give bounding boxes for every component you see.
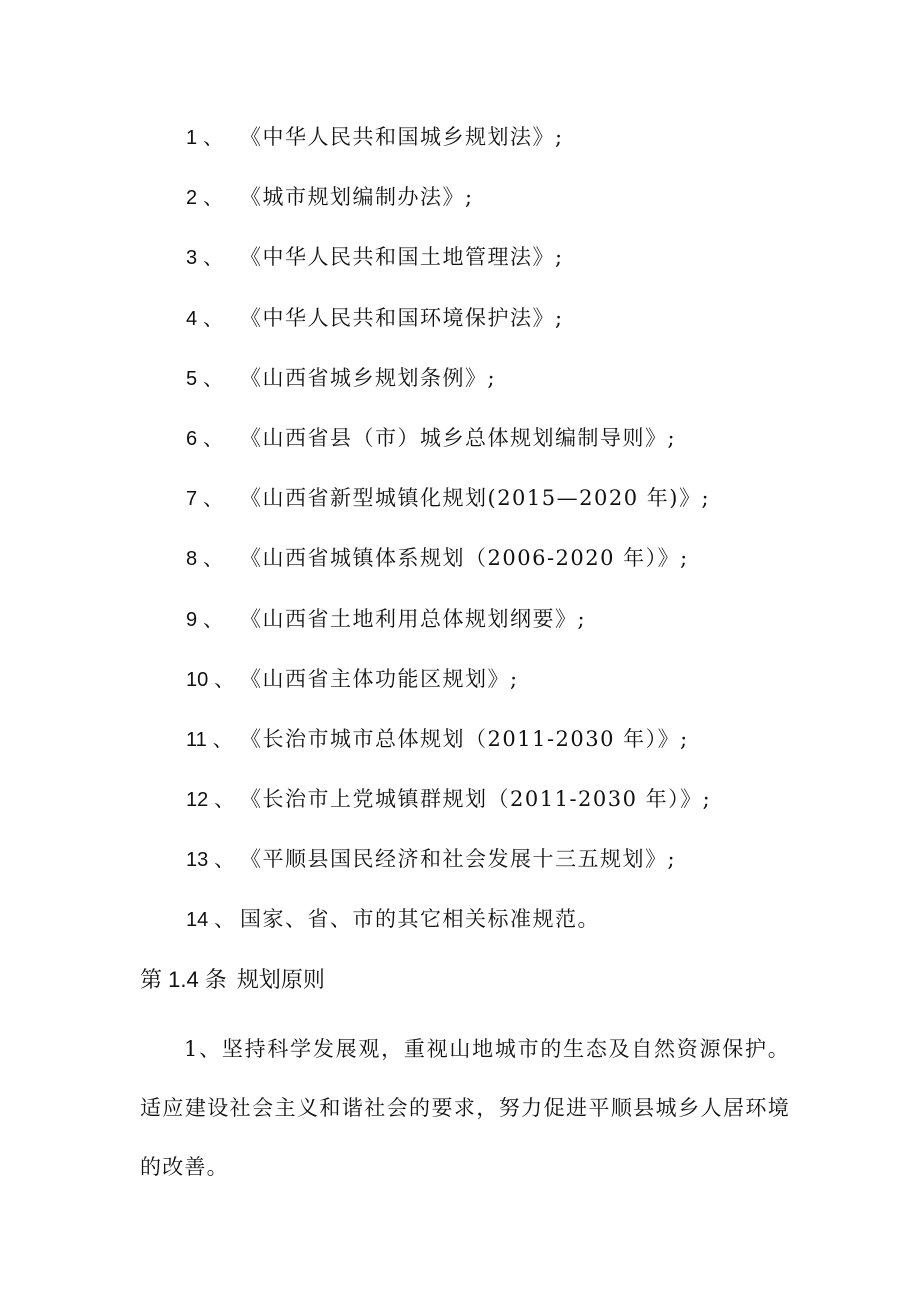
item-number: 10 、 (186, 666, 235, 691)
item-text: 《中华人民共和国城乡规划法》; (240, 125, 564, 149)
item-text: 《山西省土地利用总体规划纲要》; (240, 606, 587, 631)
item-number: 13 、 (186, 847, 235, 872)
section-title: 规划原则 (236, 967, 325, 992)
list-item (186, 479, 876, 539)
item-number: 4 、 (186, 305, 224, 330)
item-text: 《山西省城乡规划条例》; (240, 365, 497, 390)
list-item (186, 720, 876, 780)
item-number: 8 、 (186, 546, 224, 571)
list-item (186, 539, 876, 599)
item-number: 14 、 (186, 907, 235, 932)
item-text: 《长治市上党城镇群规划（2011-2030 年）》; (240, 787, 712, 812)
section-heading (140, 960, 325, 1000)
item-number: 5 、 (186, 365, 224, 390)
item-number: 1 、 (186, 125, 224, 149)
list-item (186, 359, 876, 419)
item-number: 3 、 (186, 245, 224, 270)
item-text: 《山西省县（市）城乡总体规划编制导则》; (240, 425, 677, 450)
list-item (186, 900, 876, 960)
item-number: 9 、 (186, 606, 224, 631)
list-item (186, 840, 876, 900)
list-item (186, 600, 876, 660)
list-item (186, 299, 876, 359)
item-text: 《山西省主体功能区规划》; (240, 666, 519, 691)
item-text: 《长治市城市总体规划（2011-2030 年）》; (240, 726, 689, 751)
item-text: 《平顺县国民经济和社会发展十三五规划》; (240, 847, 677, 872)
item-number: 2 、 (186, 185, 224, 210)
item-number: 12 、 (186, 787, 235, 812)
list-item (186, 660, 876, 720)
item-text: 《中华人民共和国环境保护法》; (240, 305, 564, 330)
reference-list (186, 118, 876, 961)
body-paragraph: 1、坚持科学发展观，重视山地城市的生态及自然资源保护。适应建设社会主义和谐社会的要求，努力促进平顺县城乡人居环境的改善。 (140, 1037, 790, 1179)
list-item (186, 419, 876, 479)
list-item (186, 238, 876, 298)
item-number: 6 、 (186, 425, 224, 450)
item-text: 《城市规划编制办法》; (240, 185, 474, 210)
item-number: 7 、 (186, 486, 224, 511)
list-item (186, 178, 876, 238)
list-item (186, 780, 876, 840)
section-number: 第 1.4 条 (140, 967, 227, 992)
list-item (186, 118, 876, 178)
item-text: 《山西省城镇体系规划（2006-2020 年）》; (240, 546, 689, 571)
item-text: 国家、省、市的其它相关标准规范。 (240, 907, 600, 932)
item-number: 11 、 (186, 726, 233, 751)
item-text: 《中华人民共和国土地管理法》; (240, 245, 564, 270)
item-text: 《山西省新型城镇化规划(2015—2020 年)》; (240, 486, 711, 511)
